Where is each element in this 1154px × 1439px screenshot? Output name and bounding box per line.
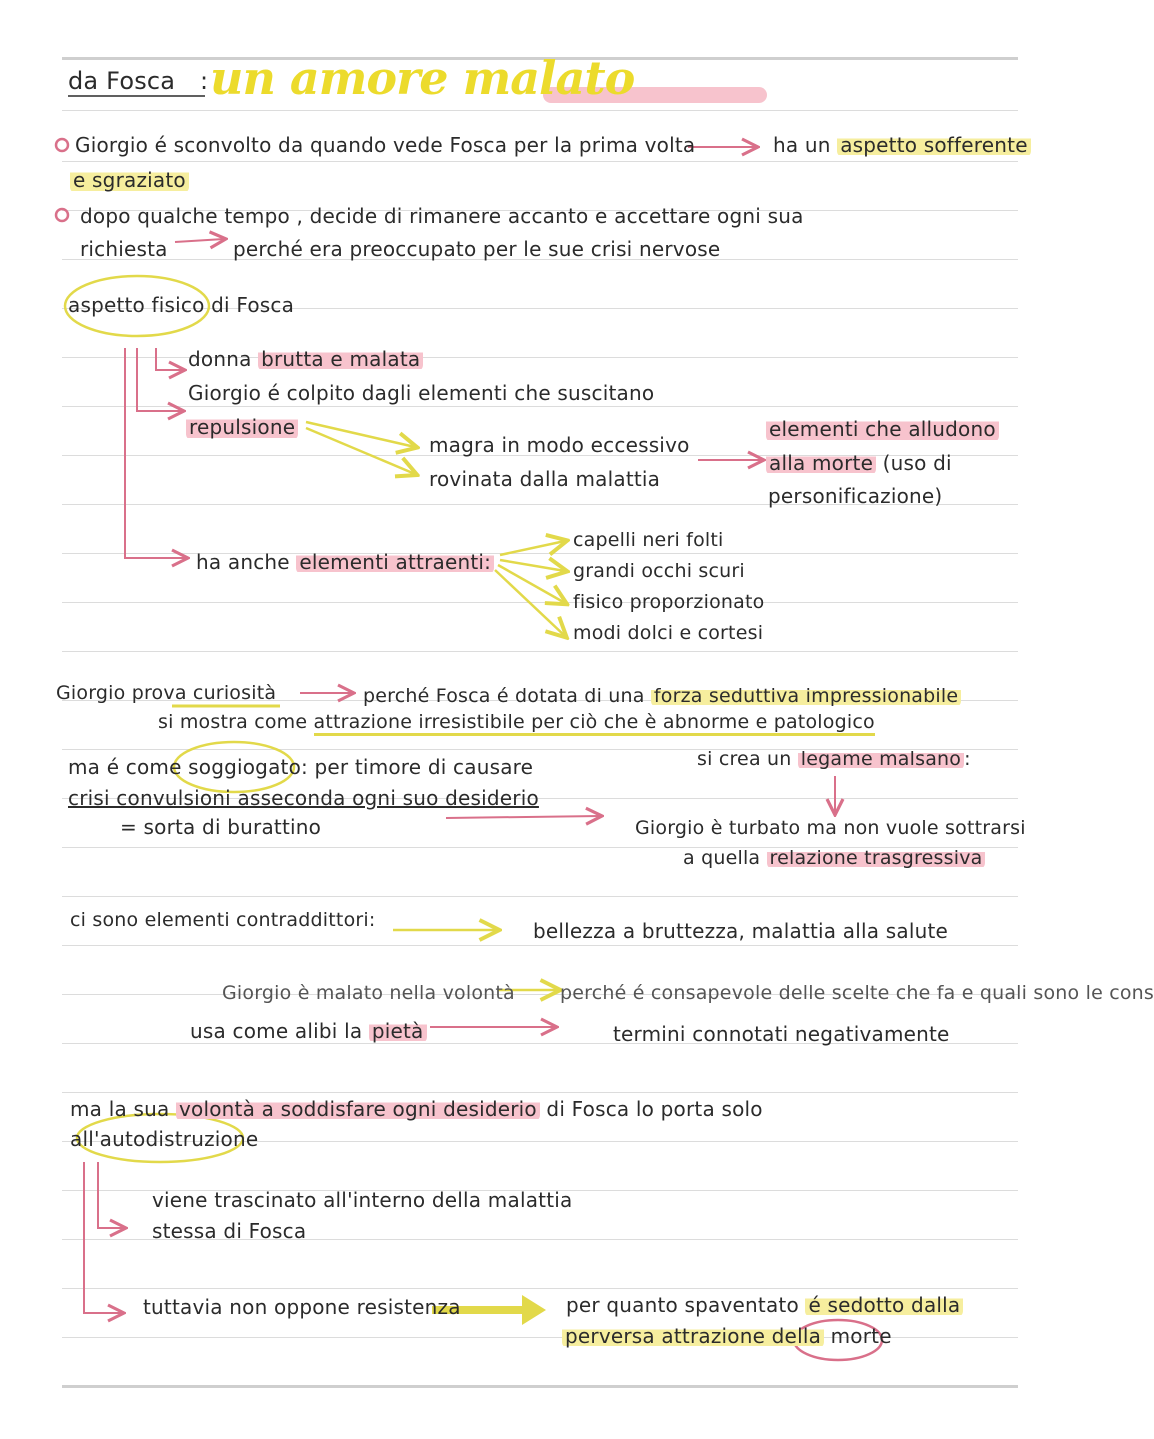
soggiogato-circled: soggiogato: <box>188 755 308 779</box>
notebook-line <box>62 110 1018 111</box>
woman-highlight: brutta e malata <box>258 347 423 371</box>
ending-line-2-circled: autodistruzione <box>99 1127 259 1151</box>
intro-line-4a: richiesta <box>80 237 168 261</box>
crisi-text: crisi convulsioni asseconda ogni suo desiderio <box>68 786 539 810</box>
attract-line <box>196 549 494 575</box>
notebook-line <box>62 406 1018 407</box>
legame-highlight: legame malsano <box>798 748 964 770</box>
ending-line-2 <box>70 1126 258 1152</box>
final-pre: per quanto spaventato <box>566 1293 806 1317</box>
final-morte-circled: morte <box>830 1324 892 1348</box>
burattino-line: = sorta di burattino <box>120 815 322 839</box>
trait-item: fisico proporzionato <box>573 591 765 613</box>
ending-pre: ma la sua <box>70 1097 176 1121</box>
legame-pre: si crea un <box>697 748 798 770</box>
trascinato-line-1: viene trascinato all'interno della malattia <box>152 1188 573 1212</box>
contrad-right: bellezza a bruttezza, malattia alla salute <box>533 919 949 943</box>
soggiogato-post: per timore di causare <box>307 755 534 779</box>
curiosity-left <box>56 680 276 706</box>
attract-text: ha anche <box>196 550 297 574</box>
header-colon: : <box>200 67 209 95</box>
volonta-right: perché é consapevole delle scelte che fa e quali sono le cons <box>560 982 1154 1004</box>
notebook-line <box>62 161 1018 162</box>
final-line-2 <box>562 1323 892 1349</box>
alibi-text: usa come alibi la <box>190 1019 369 1043</box>
soggiogato-line <box>68 754 533 780</box>
curiosity-line-2-underlined: attrazione irresistibile per ciò che è abnorme e patologico <box>314 711 875 736</box>
final-line-2-highlight: perversa attrazione della <box>562 1324 824 1348</box>
intro-line-2: e sgraziato <box>70 167 189 193</box>
bottom-rule <box>62 1385 1018 1388</box>
relazione-pre: a quella <box>683 847 767 869</box>
repulsione-label: repulsione <box>186 414 298 440</box>
volonta-left: Giorgio è malato nella volontà <box>222 982 515 1004</box>
intro-line-4b: perché era preoccupato per le sue crisi nervose <box>233 237 721 261</box>
intro-line-1: Giorgio é sconvolto da quando vede Fosca per la prima volta <box>75 133 696 157</box>
woman-line <box>188 346 423 372</box>
rovinata-label: rovinata dalla malattia <box>429 467 661 491</box>
allude-line-2 <box>766 450 952 476</box>
ending-line-2-pre: all' <box>70 1127 100 1151</box>
allude-line-3: personificazione) <box>768 484 943 508</box>
turbato-line: Giorgio è turbato ma non vuole sottrarsi <box>635 817 1026 839</box>
ending-highlight: volontà a soddisfare ogni desiderio <box>176 1097 540 1121</box>
curiosity-text: Giorgio prova <box>56 682 193 704</box>
trait-item: modi dolci e cortesi <box>573 622 764 644</box>
crisi-line <box>68 785 539 811</box>
legame-post: : <box>964 748 971 770</box>
notebook-line <box>62 896 1018 897</box>
notebook-line <box>62 602 1018 603</box>
intro-result-highlight: aspetto sofferente <box>837 133 1031 157</box>
trascinato-line-2: stessa di Fosca <box>152 1219 307 1243</box>
curiosity-word: curiosità <box>192 682 277 704</box>
alibi-right: termini connotati negativamente <box>613 1022 950 1046</box>
physical-heading <box>68 292 294 318</box>
intro-line-3: dopo qualche tempo , decide di rimanere accanto e accettare ogni sua <box>80 204 804 228</box>
trait-item: capelli neri folti <box>573 529 724 551</box>
allude-rest: (uso di <box>876 451 952 475</box>
notebook-line <box>62 1288 1018 1289</box>
woman-text: donna <box>188 347 259 371</box>
relazione-highlight: relazione trasgressiva <box>767 847 986 869</box>
physical-heading-circled: aspetto fisico <box>68 293 205 317</box>
magra-label: magra in modo eccessivo <box>429 433 690 457</box>
physical-heading-rest: di Fosca <box>211 293 295 317</box>
notebook-line <box>62 1092 1018 1093</box>
contrad-left: ci sono elementi contraddittori: <box>70 909 376 931</box>
final-line-1 <box>566 1292 963 1318</box>
colpito-line: Giorgio é colpito dagli elementi che suscitano <box>188 381 655 405</box>
curiosity-right <box>363 683 961 709</box>
curiosity-right-highlight: forza seduttiva impressionabile <box>651 685 961 707</box>
intro-result-text: ha un <box>773 133 838 157</box>
header-prefix: da Fosca <box>68 67 176 95</box>
notebook-line <box>62 945 1018 946</box>
ending-line-1 <box>70 1096 763 1122</box>
alibi-line <box>190 1018 427 1044</box>
notebook-line <box>62 651 1018 652</box>
curiosity-line-2-text: si mostra come <box>158 711 314 733</box>
resist-line: tuttavia non oppone resistenza <box>143 1295 461 1319</box>
page-title: un amore malato <box>210 51 635 105</box>
relazione-line <box>683 845 985 871</box>
soggiogato-pre: ma é come <box>68 755 189 779</box>
ending-post: di Fosca lo porta solo <box>539 1097 763 1121</box>
final-highlight: é sedotto dalla <box>805 1293 963 1317</box>
legame-line <box>697 746 971 772</box>
alibi-highlight: pietà <box>369 1019 427 1043</box>
attract-highlight: elementi attraenti: <box>296 550 494 574</box>
allude-morte: alla morte <box>766 451 876 475</box>
allude-line-1: elementi che alludono <box>766 416 999 442</box>
curiosity-right-text: perché Fosca é dotata di una <box>363 685 651 707</box>
trait-item: grandi occhi scuri <box>573 560 745 582</box>
intro-line-1-result <box>773 132 1031 158</box>
curiosity-line-2 <box>158 709 875 735</box>
